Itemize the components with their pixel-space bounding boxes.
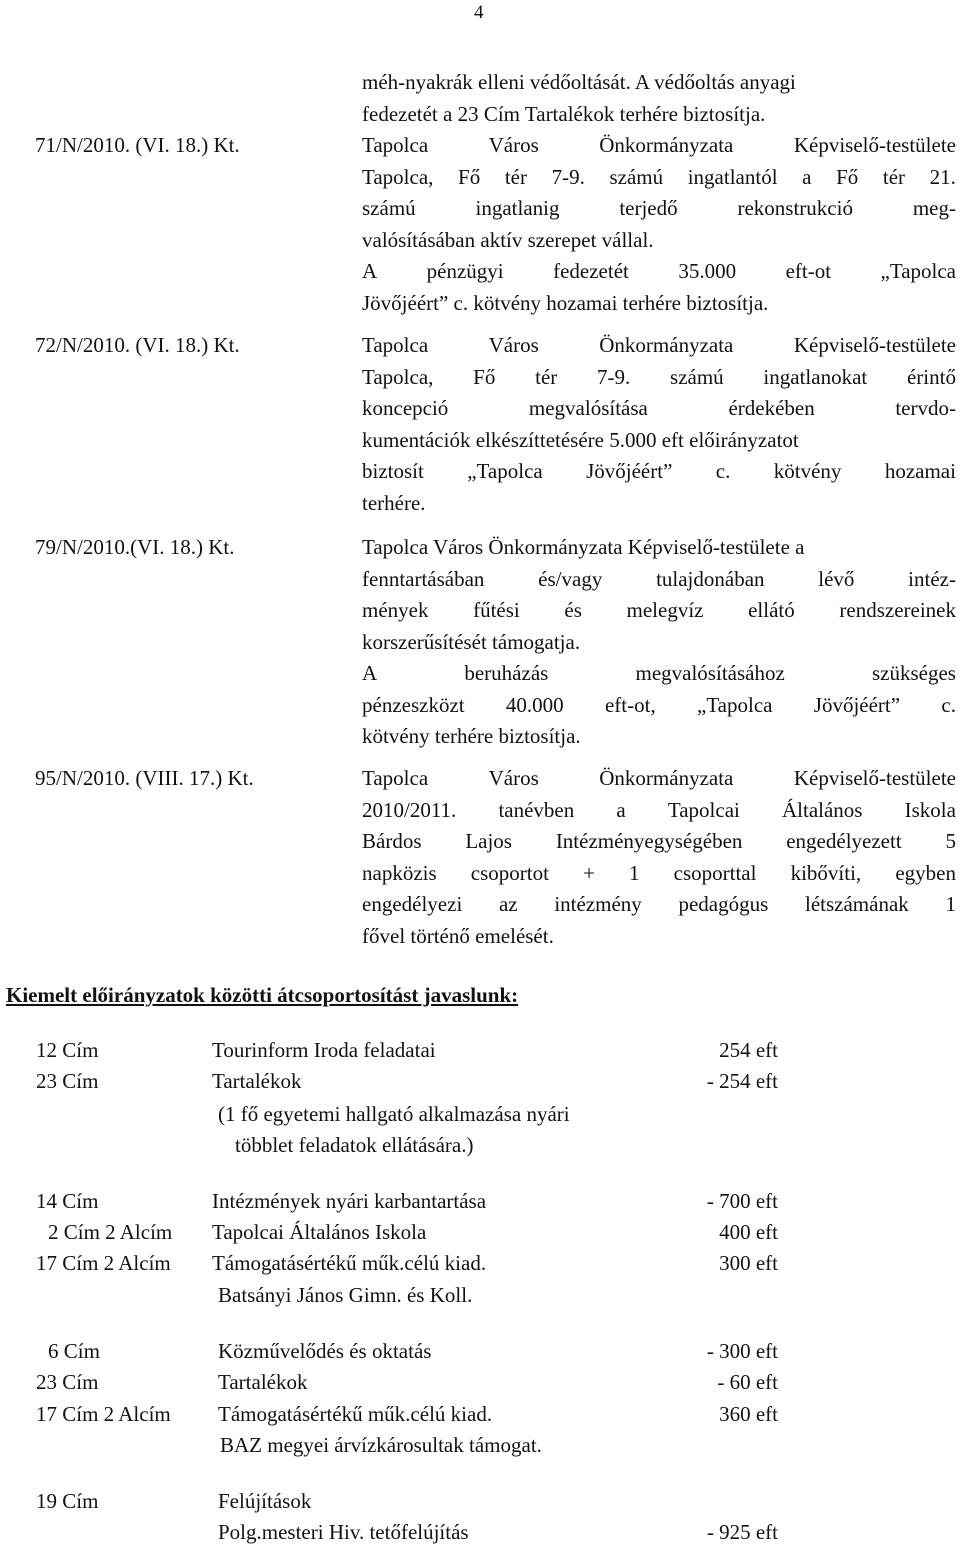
item-amount: 254 eft <box>719 1038 778 1062</box>
transfer-row <box>0 1370 960 1401</box>
cim-label: 17 Cím 2 Alcím <box>36 1402 171 1426</box>
transfer-note <box>0 1102 960 1133</box>
text-line: A beruházás megvalósításához szükséges <box>362 661 956 685</box>
item-description: Tapolcai Általános Iskola <box>212 1220 427 1244</box>
text-line: kumentációk elkészíttetésére 5.000 eft előirányzatot <box>362 427 799 452</box>
item-description: Közművelődés és oktatás <box>218 1339 432 1363</box>
text-line: biztosít „Tapolca Jövőjéért” c. kötvény hozamai <box>362 459 956 483</box>
text-line: Jövőjéért” c. kötvény hozamai terhére biztosítja. <box>362 290 769 315</box>
item-description: Tartalékok <box>218 1370 308 1394</box>
item-amount: - 300 eft <box>706 1339 778 1363</box>
text-line: Tapolca Város Önkormányzata Képviselő-testülete <box>362 133 956 157</box>
item-amount: 400 eft <box>719 1220 778 1244</box>
item-description: többlet feladatok ellátására.) <box>235 1133 474 1157</box>
transfer-row <box>0 1069 960 1100</box>
transfer-row <box>0 1251 960 1282</box>
text-line: engedélyezi az intézmény pedagógus létszámának 1 <box>362 892 956 916</box>
transfer-row <box>0 1189 960 1220</box>
text-line: Tapolca, Fő tér 7-9. számú ingatlanokat érintő <box>362 364 956 389</box>
item-amount: 360 eft <box>719 1402 778 1426</box>
text-line: Tapolca, Fő tér 7-9. számú ingatlantól a Fő tér 21. <box>362 164 956 189</box>
text-line: 2010/2011. tanévben a Tapolcai Általános Iskola <box>362 797 956 822</box>
text-line: terhére. <box>362 490 426 515</box>
resolution-text <box>362 763 956 952</box>
item-description: Batsányi János Gimn. és Koll. <box>218 1283 473 1307</box>
text-line: napközis csoportot + 1 csoporttal kibővíti, egyben <box>362 860 956 885</box>
transfers-heading: Kiemelt előirányzatok közötti átcsoportosítást javaslunk: <box>6 983 519 1007</box>
cim-label: 6 Cím <box>48 1339 100 1363</box>
text-line: fővel történő emelését. <box>362 923 554 948</box>
cim-label: 14 Cím <box>36 1189 99 1213</box>
text-line: fenntartásában és/vagy tulajdonában lévő intéz- <box>362 566 956 591</box>
text-line: Tapolca Város Önkormányzata Képviselő-testülete <box>362 333 956 357</box>
item-amount: - 700 eft <box>706 1189 778 1213</box>
resolution-ref: 95/N/2010. (VIII. 17.) Kt. <box>35 766 254 790</box>
text-line: valósításában aktív szerepet vállal. <box>362 227 654 252</box>
text-line: mények fűtési és melegvíz ellátó rendszereinek <box>362 598 956 622</box>
text-line: pénzeszközt 40.000 eft-ot, „Tapolca Jövőjéért” c. <box>362 692 956 717</box>
item-description: Tartalékok <box>212 1069 302 1093</box>
cim-label: 17 Cím 2 Alcím <box>36 1251 171 1275</box>
transfer-row <box>0 1220 960 1251</box>
cim-label: 23 Cím <box>36 1069 99 1093</box>
item-amount: - 60 eft <box>717 1370 778 1394</box>
transfer-row <box>0 1339 960 1370</box>
transfer-row <box>0 1402 960 1433</box>
resolution-text <box>362 532 956 753</box>
item-description: (1 fő egyetemi hallgató alkalmazása nyári <box>218 1102 570 1126</box>
resolution-text <box>362 330 956 519</box>
text-line: Bárdos Lajos Intézményegységében engedélyezett 5 <box>362 829 956 853</box>
transfer-note <box>0 1133 960 1164</box>
text-line: kötvény terhére biztosítja. <box>362 724 581 748</box>
transfer-row <box>0 1038 960 1069</box>
item-description: Támogatásértékű műk.célú kiad. <box>212 1251 487 1275</box>
page-number: 4 <box>474 2 484 23</box>
resolution-ref: 72/N/2010. (VI. 18.) Kt. <box>35 333 240 357</box>
text-line: korszerűsítését támogatja. <box>362 629 581 654</box>
text-line: számú ingatlanig terjedő rekonstrukció meg- <box>362 196 956 220</box>
item-amount: - 254 eft <box>706 1069 778 1093</box>
item-amount: 300 eft <box>719 1251 778 1275</box>
transfer-note <box>0 1283 960 1314</box>
transfer-row <box>0 1489 960 1520</box>
resolution-ref: 71/N/2010. (VI. 18.) Kt. <box>35 133 240 157</box>
item-description: Tourinform Iroda feladatai <box>212 1038 436 1062</box>
resolution-ref: 79/N/2010.(VI. 18.) Kt. <box>35 535 235 559</box>
transfer-row <box>0 1520 960 1551</box>
item-description: BAZ megyei árvízkárosultak támogat. <box>220 1433 542 1457</box>
text-line: fedezetét a 23 Cím Tartalékok terhére biztosítja. <box>362 101 766 126</box>
cim-label: 19 Cím <box>36 1489 99 1513</box>
text-line: méh-nyakrák elleni védőoltását. A védőoltás anyagi <box>362 70 796 94</box>
item-description: Támogatásértékű műk.célú kiad. <box>218 1402 493 1426</box>
transfer-note <box>0 1433 960 1464</box>
text-line: koncepció megvalósítása érdekében tervdo- <box>362 396 956 420</box>
text-line: Tapolca Város Önkormányzata Képviselő-testülete <box>362 766 956 790</box>
cim-label: 2 Cím 2 Alcím <box>48 1220 173 1244</box>
item-description: Felújítások <box>218 1489 312 1513</box>
resolution-text-continuation <box>362 67 956 130</box>
item-description: Polg.mesteri Hiv. tetőfelújítás <box>218 1520 469 1544</box>
text-line: Tapolca Város Önkormányzata Képviselő-testülete a <box>362 535 805 559</box>
text-line: A pénzügyi fedezetét 35.000 eft-ot „Tapolca <box>362 259 956 283</box>
item-amount: - 925 eft <box>706 1520 778 1544</box>
item-description: Intézmények nyári karbantartása <box>212 1189 487 1213</box>
cim-label: 12 Cím <box>36 1038 99 1062</box>
cim-label: 23 Cím <box>36 1370 99 1394</box>
resolution-text <box>362 130 956 319</box>
